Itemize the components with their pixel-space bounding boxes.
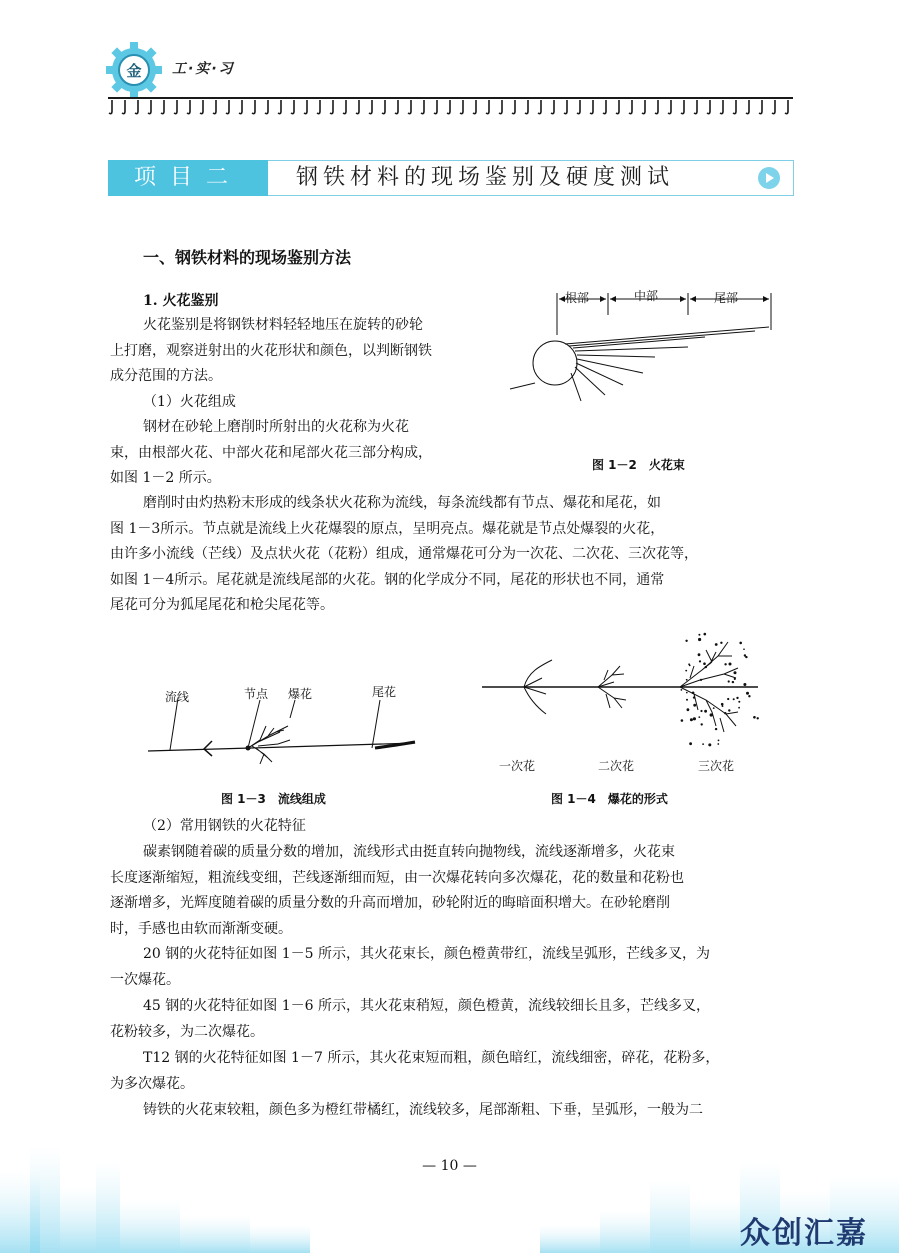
figure-1-2-spark-bundle bbox=[505, 285, 785, 425]
figure-1-2-caption: 图 1－2 火花束 bbox=[592, 458, 685, 472]
figure-1-4-caption: 图 1－4 爆花的形式 bbox=[551, 792, 668, 806]
subsection-title: 1. 火花鉴别 bbox=[143, 293, 219, 309]
label-root: 根部 bbox=[565, 291, 590, 305]
paragraph-spark-bundle: 钢材在砂轮上磨削时所射出的火花称为火花 束，由根部火花、中部火花和尾部火花三部分构成， 如图 1－2 所示。 bbox=[110, 419, 432, 486]
figure-1-4-burst-forms bbox=[480, 630, 760, 755]
page-number: — 10 — bbox=[422, 1158, 477, 1174]
project-title: 钢铁材料的现场鉴别及硬度测试 bbox=[296, 165, 675, 190]
label-middle: 中部 bbox=[634, 289, 659, 303]
label-second-burst: 二次花 bbox=[598, 759, 635, 773]
paragraph-t12-steel: T12 钢的火花特征如图 1－7 所示，其火花束短而粗，颜色暗红，流线细密，碎花，花粉多， 为多次爆花。 bbox=[110, 1050, 720, 1092]
running-title: 工·实·习 bbox=[172, 61, 235, 77]
paragraph-carbon-steel: 碳素钢随着碳的质量分数的增加，流线形式由挺直转向抛物线，流线逐渐增多，火花束 长度逐渐缩短，粗流线变细，芒线逐渐细而短，由一次爆花转向多次爆花，花的数量和花粉也 逐渐增多，光辉度随着碳的质量分数的升高而增加，砂轮附近的晦暗面积增大。在砂轮磨削 时，手感也由软而渐渐变硬。 bbox=[110, 844, 684, 937]
gear-logo-char: 金 bbox=[126, 62, 142, 80]
project-label: 项目二 bbox=[108, 160, 268, 196]
play-arrow-icon bbox=[758, 167, 780, 189]
label-burst: 爆花 bbox=[288, 687, 313, 701]
paragraph-45-steel: 45 钢的火花特征如图 1－6 所示，其火花束稍短，颜色橙黄，流线较细长且多，芒线多叉， 花粉较多，为二次爆花。 bbox=[110, 998, 710, 1040]
watermark: 众创汇嘉 bbox=[740, 1216, 868, 1251]
figure-1-3-caption: 图 1－3 流线组成 bbox=[221, 792, 326, 806]
label-tail: 尾部 bbox=[714, 291, 739, 305]
label-first-burst: 一次花 bbox=[499, 759, 536, 773]
subheading-spark-features: （2）常用钢铁的火花特征 bbox=[143, 818, 306, 834]
paragraph-cast-iron: 铸铁的火花束较粗，颜色多为橙红带橘红，流线较多，尾部渐粗、下垂，呈弧形，一般为二 bbox=[143, 1102, 703, 1118]
paragraph-streamline: 磨削时由灼热粉末形成的线条状火花称为流线，每条流线都有节点、爆花和尾花，如 图 1－3所示。节点就是流线上火花爆裂的原点，呈明亮点。爆花就是节点处爆裂的火花， 由许多小流线（芒线）及点状火花（花粉）组成，通常爆花可分为一次花、二次花、三次花等， 如图 1－4所示。尾花就是流线尾部的火花。钢的化学成分不同，尾花的形状也不同，通常 尾花可分为狐尾尾花和枪尖尾花等。 bbox=[110, 495, 698, 613]
label-node: 节点 bbox=[244, 687, 269, 701]
label-third-burst: 三次花 bbox=[698, 759, 735, 773]
header-rail-decoration bbox=[108, 99, 793, 119]
label-streamline: 流线 bbox=[165, 690, 190, 704]
paragraph-spark-definition: 火花鉴别是将钢铁材料轻轻地压在旋转的砂轮 上打磨，观察迸射出的火花形状和颜色，以判断钢铁 成分范围的方法。 bbox=[110, 317, 432, 384]
subheading-spark-composition: （1）火花组成 bbox=[143, 394, 236, 410]
section-title: 一、钢铁材料的现场鉴别方法 bbox=[143, 248, 352, 267]
label-tail-flower: 尾花 bbox=[372, 685, 397, 699]
paragraph-20-steel: 20 钢的火花特征如图 1－5 所示，其火花束长，颜色橙黄带红，流线呈弧形，芒线多叉，为 一次爆花。 bbox=[110, 946, 710, 988]
